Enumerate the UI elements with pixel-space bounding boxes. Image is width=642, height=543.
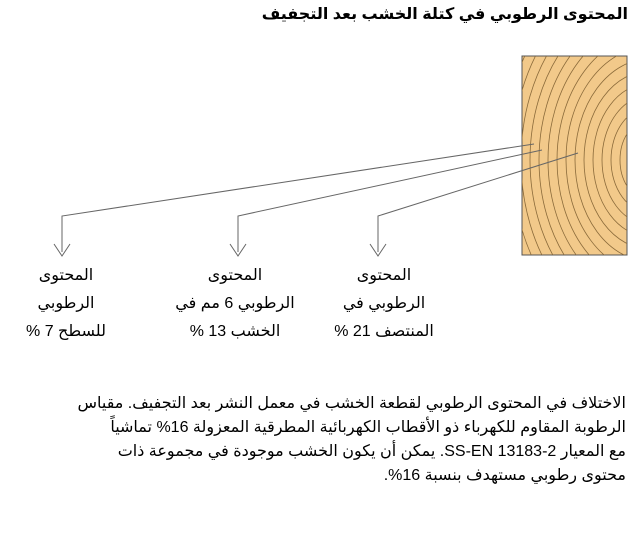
arrowheads [54,244,386,256]
label-6mm-moisture [160,262,310,346]
growth-ring [638,144,642,176]
label-6mm-line-3: الخشب 13 % [189,323,281,340]
label-surface-line-1: المحتوى [38,267,94,284]
caption-line-1: الاختلاف في المحتوى الرطوبي لقطعة الخشب في معمل النشر بعد التجفيف. مقياس [77,395,626,412]
label-surface-line-3: للسطح 7 % [26,323,106,340]
label-surface-line-2: الرطوبي [37,295,95,312]
caption-line-2: الرطوبة المقاوم للكهرباء ذو الأقطاب الكهربائية المطرقية المعزولة 16% تماشياً [110,419,626,436]
wood-block [494,0,642,371]
growth-ring [629,132,642,189]
leader-lines [62,144,578,252]
caption-line-3: مع المعيار SS-EN 13183-2. يمكن أن يكون الخشب موجودة في مجموعة ذات [117,443,626,460]
label-center-moisture [314,262,454,346]
label-center-line-3: المنتصف 21 % [334,323,434,340]
label-6mm-line-2: الرطوبي 6 مم في [175,295,295,312]
label-6mm-line-1: المحتوى [207,267,263,284]
leader-line-6mm [238,150,542,252]
caption [40,392,626,488]
diagram-title: المحتوى الرطوبي في كتلة الخشب بعد التجفيف [261,6,628,23]
caption-line-4: محتوى رطوبي مستهدف بنسبة 16%. [383,467,626,484]
label-surface-moisture [0,262,136,346]
label-center-line-2: الرطوبي في [342,295,426,312]
leader-line-surface [62,144,534,252]
label-center-line-1: المحتوى [356,267,412,284]
